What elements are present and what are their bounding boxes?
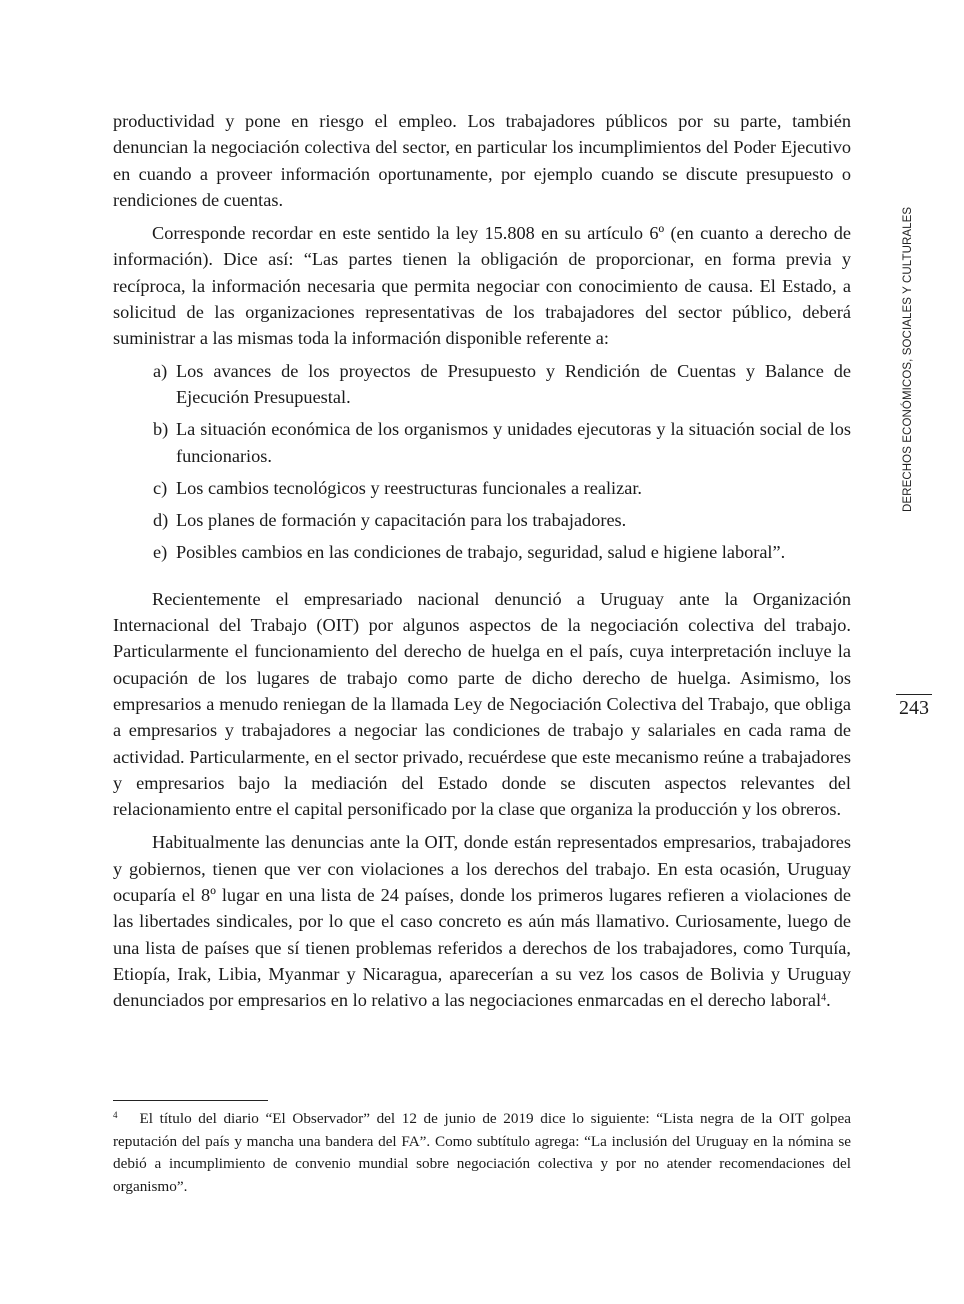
list-item-text: Posibles cambios en las condiciones de trabajo, seguridad, salud e higiene laboral”. xyxy=(176,542,786,563)
footnote-number: 4 xyxy=(113,1109,118,1120)
quoted-list xyxy=(113,358,851,566)
list-item xyxy=(153,539,851,565)
footnote xyxy=(113,1108,851,1198)
paragraph-4-end: . xyxy=(826,990,831,1011)
footnote-separator xyxy=(113,1100,268,1101)
list-item-text: Los planes de formación y capacitación para los trabajadores. xyxy=(176,510,627,531)
list-marker: e) xyxy=(153,542,168,563)
paragraph-1: productividad y pone en riesgo el empleo. Los trabajadores públicos por su parte, también denuncian la negociación colectiva del sector, en particular los incumplimientos del Poder Ejecutivo en cuando a proveer información oportunamente, por ejemplo cuando se discute presupuesto o rendiciones de cuentas. xyxy=(113,111,851,210)
list-item-text: Los cambios tecnológicos y reestructuras funcionales a realizar. xyxy=(176,477,642,498)
list-item xyxy=(153,475,851,501)
list-marker: d) xyxy=(153,510,169,531)
list-item xyxy=(153,507,851,533)
list-marker: a) xyxy=(153,360,168,381)
main-text xyxy=(113,108,851,1014)
paragraph-4-text: Habitualmente las denuncias ante la OIT, donde están representados empresarios, trabajadores y gobiernos, tienen que ver con violaciones a los derechos del trabajo. En esta ocasión, Uruguay ocuparía el 8º lugar en una lista de 24 países, donde los primeros lugares refieren a violaciones de las libertades sindicales, por lo que el caso concreto es aún más llamativo. Curiosamente, luego de una lista de países que sí tienen problemas referidos a derechos de los trabajadores, como Turquía, Etiopía, Irak, Libia, Myanmar y Nicaragua, aparecerían a su vez los casos de Bolivia y Uruguay denunciados por empresarios en lo relativo a las negociaciones enmarcadas en el derecho laboral xyxy=(113,832,851,1011)
footnote-text: El título del diario “El Observador” del 12 de junio de 2019 dice lo siguiente: “Lista negra de la OIT golpea reputación del país y mancha una bandera del FA”. Como subtítulo agrega: “La inclusión del Uruguay en la nómina se debió a incumplimiento de convenio mundial sobre negociación colectiva y por no atender recomendaciones del organismo”. xyxy=(113,1110,851,1195)
paragraph-3: Recientemente el empresariado nacional denunció a Uruguay ante la Organización Internacional del Trabajo (OIT) por algunos aspectos de la negociación colectiva del trabajo. Particularmente el funcionamiento del derecho de huelga en el país, cuya interpretación incluye la ocupación de los lugares de trabajo como parte de dicho derecho de huelga. Asimismo, los empresarios a menudo reniegan de la llamada Ley de Negociación Colectiva del Trabajo, que obliga a empresarios y trabajadores a negociar las condiciones de trabajo y salariales en cada rama de actividad. Particularmente, en el sector privado, recuérdese que este mecanismo reúne a trabajadores y empresarios bajo la mediación del Estado donde se discuten aspectos relevantes del relacionamiento entre el capital personificado por la clase que organiza la producción y los obreros. xyxy=(113,588,851,820)
page-number: 243 xyxy=(899,697,929,719)
running-head: DERECHOS ECONÓMICOS, SOCIALES Y CULTURALES xyxy=(902,206,914,512)
list-item xyxy=(153,416,851,469)
list-marker: c) xyxy=(153,477,168,498)
list-item xyxy=(153,358,851,411)
paragraph-4 xyxy=(113,829,851,1013)
page-number-rule xyxy=(896,694,932,695)
footnote-reference: 4 xyxy=(821,992,827,1004)
list-item-text: La situación económica de los organismos y unidades ejecutoras y la situación social de los funcionarios. xyxy=(176,419,851,466)
list-marker: b) xyxy=(153,419,169,440)
paragraph-2: Corresponde recordar en este sentido la ley 15.808 en su artículo 6º (en cuanto a derecho de información). Dice así: “Las partes tienen la obligación de proporcionar, en forma previa y recíproca, la información necesaria que permita negociar con conocimiento de causa. El Estado, a solicitud de las organizaciones representativas de los trabajadores del sector público, deberá suministrar a las mismas toda la información disponible referente a: xyxy=(113,223,851,349)
list-item-text: Los avances de los proyectos de Presupuesto y Rendición de Cuentas y Balance de Ejecución Presupuestal. xyxy=(176,360,851,407)
